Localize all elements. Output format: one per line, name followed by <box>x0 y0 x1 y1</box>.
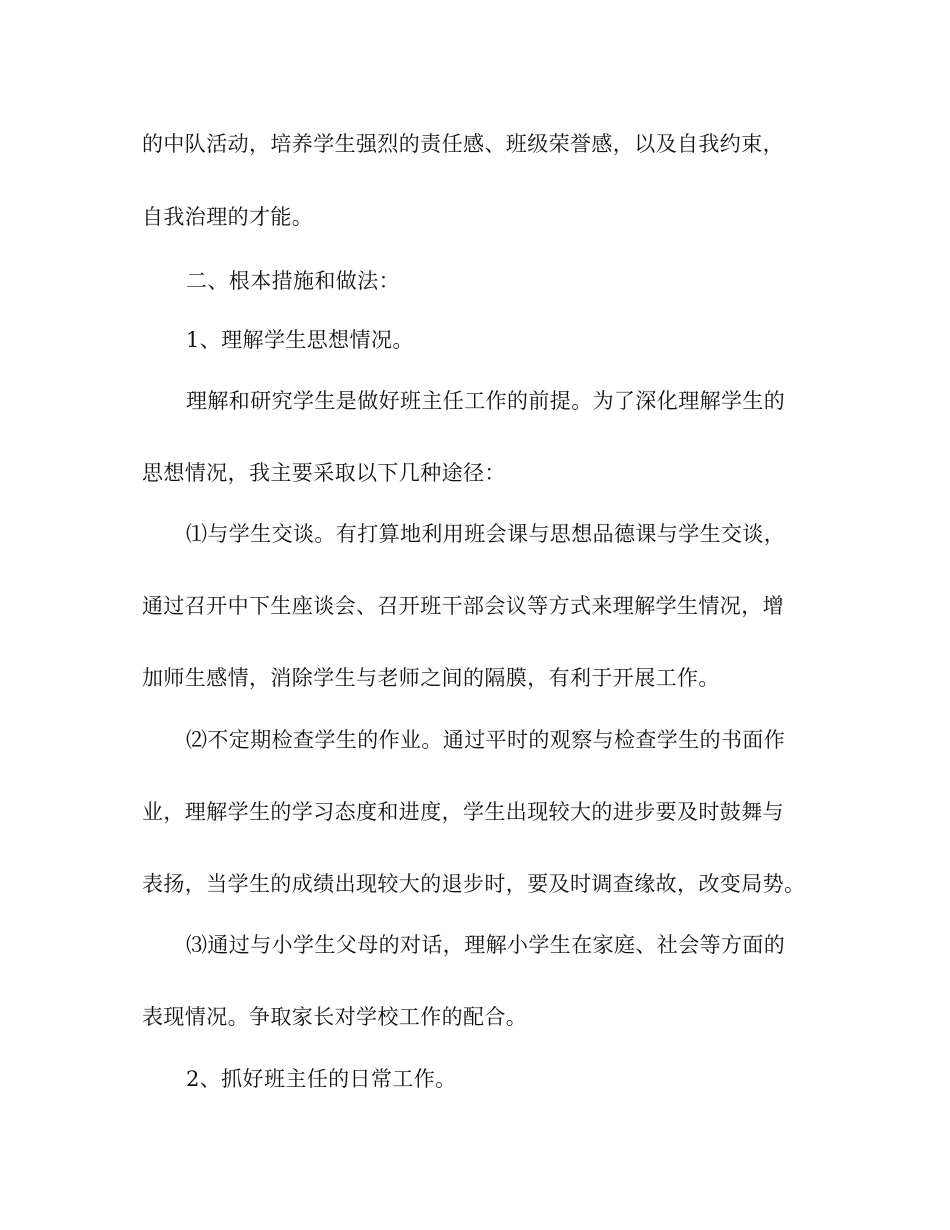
subsection-heading: 2、抓好班主任的日常工作。 <box>186 1067 457 1091</box>
text-line: 表现情况。争取家长对学校工作的配合。 <box>142 1005 528 1029</box>
text-line: 自我治理的才能。 <box>142 205 314 229</box>
text-line: ⑴与学生交谈。有打算地利用班会课与思想品德课与学生交谈， <box>186 522 786 546</box>
text-line: ⑵不定期检查学生的作业。通过平时的观察与检查学生的书面作 <box>186 728 786 752</box>
text-line: 理解和研究学生是做好班主任工作的前提。为了深化理解学生的 <box>186 389 786 413</box>
text-line: 表扬，当学生的成绩出现较大的退步时，要及时调查缘故，改变局势。 <box>142 872 806 896</box>
subsection-heading: 1、理解学生思想情况。 <box>186 328 414 352</box>
text-line: 加师生感情，消除学生与老师之间的隔膜，有利于开展工作。 <box>142 666 720 690</box>
text-line: 业，理解学生的学习态度和进度，学生出现较大的进步要及时鼓舞与 <box>142 800 784 824</box>
text-line: ⑶通过与小学生父母的对话，理解小学生在家庭、社会等方面的 <box>186 933 786 957</box>
text-line: 通过召开中下生座谈会、召开班干部会议等方式来理解学生情况，增 <box>142 594 784 618</box>
section-heading: 二、根本措施和做法： <box>186 269 400 293</box>
text-line: 思想情况，我主要采取以下几种途径： <box>142 461 506 485</box>
text-line: 的中队活动，培养学生强烈的责任感、班级荣誉感，以及自我约束， <box>142 132 784 156</box>
